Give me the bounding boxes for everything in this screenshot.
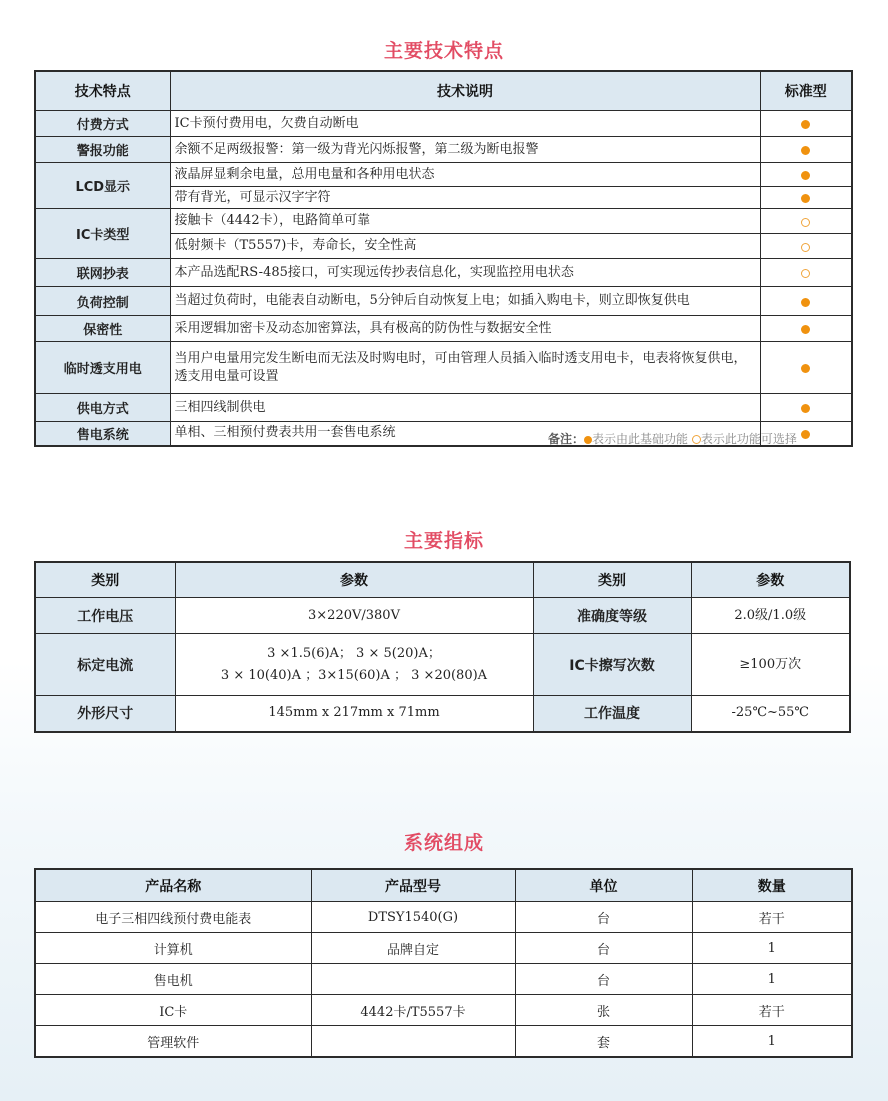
feature-description: 当超过负荷时，电能表自动断电，5分钟后自动恢复上电；如插入购电卡，则立即恢复供电 xyxy=(170,287,760,316)
feature-label: 临时透支用电 xyxy=(35,342,170,394)
filled-dot-icon xyxy=(801,430,810,439)
features-title: 主要技术特点 xyxy=(383,40,504,62)
specs-row xyxy=(35,634,850,696)
feature-description: 单相、三相预付费表共用一套售电系统 xyxy=(170,422,760,446)
feature-description: 当用户电量用完发生断电而无法及时购电时，可由管理人员插入临时透支用电卡，电表将恢复供电， 透支用电量可设置 xyxy=(170,342,760,394)
specs-label: 外形尺寸 xyxy=(35,696,175,732)
feature-standard-cell xyxy=(760,342,852,394)
system-row xyxy=(35,933,852,964)
feature-standard-cell xyxy=(760,137,852,163)
feature-description: 低射频卡（T5557)卡，寿命长，安全性高 xyxy=(170,234,760,259)
feature-label: IC卡类型 xyxy=(35,209,170,259)
specs-header-category-1: 类别 xyxy=(35,562,175,598)
system-cell-quantity: 若干 xyxy=(692,995,852,1026)
feature-standard-cell xyxy=(760,187,852,209)
feature-standard-cell xyxy=(760,163,852,187)
features-row xyxy=(35,259,852,287)
feature-description: IC卡预付费用电，欠费自动断电 xyxy=(170,111,760,137)
system-title: 系统组成 xyxy=(403,832,484,854)
system-cell-unit: 台 xyxy=(515,933,692,964)
specs-label: 工作温度 xyxy=(533,696,691,732)
feature-label: 供电方式 xyxy=(35,394,170,422)
system-row xyxy=(35,1026,852,1058)
system-cell-quantity: 若干 xyxy=(692,902,852,933)
system-cell-name: 管理软件 xyxy=(35,1026,311,1058)
hollow-dot-icon xyxy=(801,243,810,252)
specs-header-row xyxy=(35,562,850,598)
features-header-standard: 标准型 xyxy=(760,71,852,111)
feature-label: 警报功能 xyxy=(35,137,170,163)
specs-title: 主要指标 xyxy=(403,530,484,552)
feature-label: 联网抄表 xyxy=(35,259,170,287)
filled-dot-icon xyxy=(801,298,810,307)
features-row xyxy=(35,287,852,316)
feature-description: 余额不足两级报警：第一级为背光闪烁报警，第二级为断电报警 xyxy=(170,137,760,163)
feature-standard-cell xyxy=(760,111,852,137)
filled-dot-icon xyxy=(801,325,810,334)
feature-description: 三相四线制供电 xyxy=(170,394,760,422)
system-header-name: 产品名称 xyxy=(35,869,311,902)
feature-description: 带有背光，可显示汉字字符 xyxy=(170,187,760,209)
features-header-description: 技术说明 xyxy=(170,71,760,111)
system-cell-quantity: 1 xyxy=(692,1026,852,1058)
specs-value: 3×220V/380V xyxy=(175,598,533,634)
filled-dot-icon xyxy=(801,194,810,203)
specs-value-line: 3 × 10(40)A ；3×15(60)A ； 3 ×20(80)A xyxy=(220,667,488,683)
system-cell-quantity: 1 xyxy=(692,933,852,964)
specs-value xyxy=(175,634,533,696)
hollow-dot-icon xyxy=(801,218,810,227)
specs-label: 准确度等级 xyxy=(533,598,691,634)
feature-standard-cell xyxy=(760,234,852,259)
specs-value-line: 3 ×1.5(6)A； 3 × 5(20)A； xyxy=(267,645,441,661)
specs-label: 标定电流 xyxy=(35,634,175,696)
system-cell-model: DTSY1540(G) xyxy=(311,902,515,933)
feature-standard-cell xyxy=(760,259,852,287)
feature-description: 液晶屏显剩余电量，总用电量和各种用电状态 xyxy=(170,163,760,187)
legend-filled-dot-icon xyxy=(584,436,592,444)
system-cell-unit: 套 xyxy=(515,1026,692,1058)
specs-header-category-2: 类别 xyxy=(533,562,691,598)
system-cell-model: 4442卡/T5557卡 xyxy=(311,995,515,1026)
system-cell-unit: 台 xyxy=(515,902,692,933)
filled-dot-icon xyxy=(801,364,810,373)
specs-label: IC卡擦写次数 xyxy=(533,634,691,696)
features-header-row xyxy=(35,71,852,111)
specs-label: 工作电压 xyxy=(35,598,175,634)
feature-label: 保密性 xyxy=(35,316,170,342)
feature-standard-cell xyxy=(760,394,852,422)
system-header-quantity: 数量 xyxy=(692,869,852,902)
system-header-unit: 单位 xyxy=(515,869,692,902)
system-cell-model: 品牌自定 xyxy=(311,933,515,964)
features-row xyxy=(35,163,852,187)
feature-label: 付费方式 xyxy=(35,111,170,137)
filled-dot-icon xyxy=(801,171,810,180)
specs-table xyxy=(34,561,851,733)
filled-dot-icon xyxy=(801,404,810,413)
features-row xyxy=(35,316,852,342)
system-table xyxy=(34,868,853,1058)
features-table xyxy=(34,70,853,447)
system-cell-name: IC卡 xyxy=(35,995,311,1026)
specs-value: -25℃~55℃ xyxy=(691,696,850,732)
system-cell-quantity: 1 xyxy=(692,964,852,995)
system-row xyxy=(35,902,852,933)
system-cell-name: 计算机 xyxy=(35,933,311,964)
system-cell-unit: 张 xyxy=(515,995,692,1026)
specs-row xyxy=(35,696,850,732)
features-row xyxy=(35,111,852,137)
system-cell-model xyxy=(311,1026,515,1058)
features-row xyxy=(35,342,852,394)
system-cell-unit: 台 xyxy=(515,964,692,995)
feature-description: 本产品选配RS-485接口，可实现远传抄表信息化，实现监控用电状态 xyxy=(170,259,760,287)
system-row xyxy=(35,995,852,1026)
legend-filled-text: 表示由此基础功能 xyxy=(592,432,689,446)
feature-label: 售电系统 xyxy=(35,422,170,446)
specs-value: ≥100万次 xyxy=(691,634,850,696)
specs-value: 145mm x 217mm x 71mm xyxy=(175,696,533,732)
specs-value: 2.0级/1.0级 xyxy=(691,598,850,634)
specs-row xyxy=(35,598,850,634)
feature-standard-cell xyxy=(760,316,852,342)
system-row xyxy=(35,964,852,995)
feature-standard-cell xyxy=(760,287,852,316)
features-row xyxy=(35,394,852,422)
feature-standard-cell xyxy=(760,209,852,234)
hollow-dot-icon xyxy=(801,269,810,278)
legend-hollow-dot-icon xyxy=(692,435,701,444)
legend-hollow-text: 表示此功能可选择 xyxy=(700,432,797,446)
system-cell-name: 电子三相四线预付费电能表 xyxy=(35,902,311,933)
features-row xyxy=(35,137,852,163)
feature-label: LCD显示 xyxy=(35,163,170,209)
specs-header-param-1: 参数 xyxy=(175,562,533,598)
legend-note xyxy=(548,430,797,447)
feature-description: 接触卡（4442卡），电路简单可靠 xyxy=(170,209,760,234)
filled-dot-icon xyxy=(801,120,810,129)
features-row xyxy=(35,209,852,234)
feature-description: 采用逻辑加密卡及动态加密算法，具有极高的防伪性与数据安全性 xyxy=(170,316,760,342)
system-header-row xyxy=(35,869,852,902)
features-header-feature: 技术特点 xyxy=(35,71,170,111)
specs-header-param-2: 参数 xyxy=(691,562,850,598)
system-cell-model xyxy=(311,964,515,995)
feature-label: 负荷控制 xyxy=(35,287,170,316)
system-cell-name: 售电机 xyxy=(35,964,311,995)
legend-note-prefix: 备注： xyxy=(548,432,585,446)
filled-dot-icon xyxy=(801,146,810,155)
system-header-model: 产品型号 xyxy=(311,869,515,902)
